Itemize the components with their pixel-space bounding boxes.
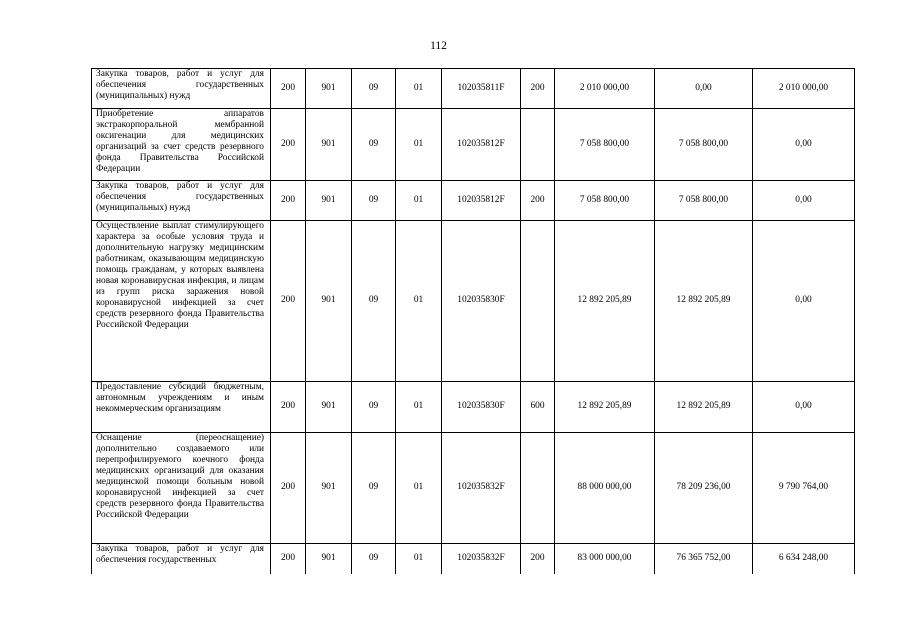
cell-executed: 78 209 236,00 bbox=[655, 433, 753, 544]
cell-rz: 09 bbox=[352, 433, 396, 544]
cell-pr: 01 bbox=[396, 433, 442, 544]
cell-rz: 09 bbox=[352, 69, 396, 109]
cell-csr: 102035812F bbox=[442, 109, 521, 181]
cell-pr: 01 bbox=[396, 181, 442, 221]
cell-plan: 83 000 000,00 bbox=[555, 544, 655, 574]
cell-ved: 901 bbox=[306, 382, 352, 433]
cell-remainder: 0,00 bbox=[753, 109, 855, 181]
table-row bbox=[92, 109, 855, 181]
cell-remainder: 0,00 bbox=[753, 181, 855, 221]
cell-vr bbox=[521, 221, 555, 382]
cell-pr: 01 bbox=[396, 382, 442, 433]
cell-ved: 901 bbox=[306, 221, 352, 382]
cell-pr: 01 bbox=[396, 109, 442, 181]
table-row bbox=[92, 433, 855, 544]
cell-remainder: 2 010 000,00 bbox=[753, 69, 855, 109]
cell-vr bbox=[521, 109, 555, 181]
cell-ved: 901 bbox=[306, 433, 352, 544]
cell-pr: 01 bbox=[396, 544, 442, 574]
cell-rz: 09 bbox=[352, 221, 396, 382]
row-name: Приобретение аппаратов экстракорпоральной мембранной оксигенации для медицинских организаций за счет средств резервного фонда Правительства Российской Федерации bbox=[92, 109, 271, 181]
cell-rz: 09 bbox=[352, 382, 396, 433]
table-row bbox=[92, 544, 855, 574]
cell-plan: 88 000 000,00 bbox=[555, 433, 655, 544]
cell-plan: 7 058 800,00 bbox=[555, 109, 655, 181]
cell-vr bbox=[521, 433, 555, 544]
cell-vr: 200 bbox=[521, 69, 555, 109]
row-name: Осуществление выплат стимулирующего характера за особые условия труда и дополнительную нагрузку медицинским работникам, оказывающим медицинскую помощь гражданам, у которых выявлена новая коронавирусная инфекция, и лицам из групп риска заражения новой коронавирусной инфекцией за счет средств резервного фонда Правительства Российской Федерации bbox=[92, 221, 271, 382]
cell-csr: 102035832F bbox=[442, 544, 521, 574]
row-name: Оснащение (переоснащение) дополнительно создаваемого или перепрофилируемого коечного фонда медицинских организаций для оказания медицинской помощи больным новой коронавирусной инфекцией за счет средств резервного фонда Правительства Российской Федерации bbox=[92, 433, 271, 544]
cell-gr: 200 bbox=[271, 544, 306, 574]
table-row bbox=[92, 221, 855, 382]
cell-ved: 901 bbox=[306, 69, 352, 109]
cell-csr: 102035830F bbox=[442, 221, 521, 382]
cell-vr: 200 bbox=[521, 181, 555, 221]
cell-plan: 12 892 205,89 bbox=[555, 382, 655, 433]
cell-gr: 200 bbox=[271, 221, 306, 382]
cell-plan: 12 892 205,89 bbox=[555, 221, 655, 382]
page-number: 112 bbox=[430, 40, 447, 52]
budget-table bbox=[91, 68, 855, 574]
cell-remainder: 0,00 bbox=[753, 221, 855, 382]
cell-executed: 7 058 800,00 bbox=[655, 181, 753, 221]
cell-remainder: 0,00 bbox=[753, 382, 855, 433]
cell-pr: 01 bbox=[396, 69, 442, 109]
cell-vr: 200 bbox=[521, 544, 555, 574]
cell-rz: 09 bbox=[352, 544, 396, 574]
cell-ved: 901 bbox=[306, 109, 352, 181]
cell-plan: 7 058 800,00 bbox=[555, 181, 655, 221]
cell-gr: 200 bbox=[271, 109, 306, 181]
row-name: Закупка товаров, работ и услуг для обеспечения государственных bbox=[92, 544, 271, 574]
cell-gr: 200 bbox=[271, 181, 306, 221]
cell-gr: 200 bbox=[271, 69, 306, 109]
cell-plan: 2 010 000,00 bbox=[555, 69, 655, 109]
table-row bbox=[92, 181, 855, 221]
cell-csr: 102035811F bbox=[442, 69, 521, 109]
cell-gr: 200 bbox=[271, 382, 306, 433]
table-row bbox=[92, 69, 855, 109]
cell-executed: 12 892 205,89 bbox=[655, 382, 753, 433]
cell-executed: 76 365 752,00 bbox=[655, 544, 753, 574]
cell-csr: 102035830F bbox=[442, 382, 521, 433]
cell-remainder: 9 790 764,00 bbox=[753, 433, 855, 544]
cell-executed: 12 892 205,89 bbox=[655, 221, 753, 382]
table-row bbox=[92, 382, 855, 433]
cell-rz: 09 bbox=[352, 109, 396, 181]
row-name: Закупка товаров, работ и услуг для обеспечения государственных (муниципальных) нужд bbox=[92, 69, 271, 109]
cell-gr: 200 bbox=[271, 433, 306, 544]
cell-csr: 102035832F bbox=[442, 433, 521, 544]
cell-remainder: 6 634 248,00 bbox=[753, 544, 855, 574]
cell-ved: 901 bbox=[306, 544, 352, 574]
cell-rz: 09 bbox=[352, 181, 396, 221]
cell-executed: 0,00 bbox=[655, 69, 753, 109]
cell-ved: 901 bbox=[306, 181, 352, 221]
row-name: Предоставление субсидий бюджетным, автономным учреждениям и иным некоммерческим организациям bbox=[92, 382, 271, 433]
cell-executed: 7 058 800,00 bbox=[655, 109, 753, 181]
cell-pr: 01 bbox=[396, 221, 442, 382]
cell-vr: 600 bbox=[521, 382, 555, 433]
row-name: Закупка товаров, работ и услуг для обеспечения государственных (муниципальных) нужд bbox=[92, 181, 271, 221]
cell-csr: 102035812F bbox=[442, 181, 521, 221]
